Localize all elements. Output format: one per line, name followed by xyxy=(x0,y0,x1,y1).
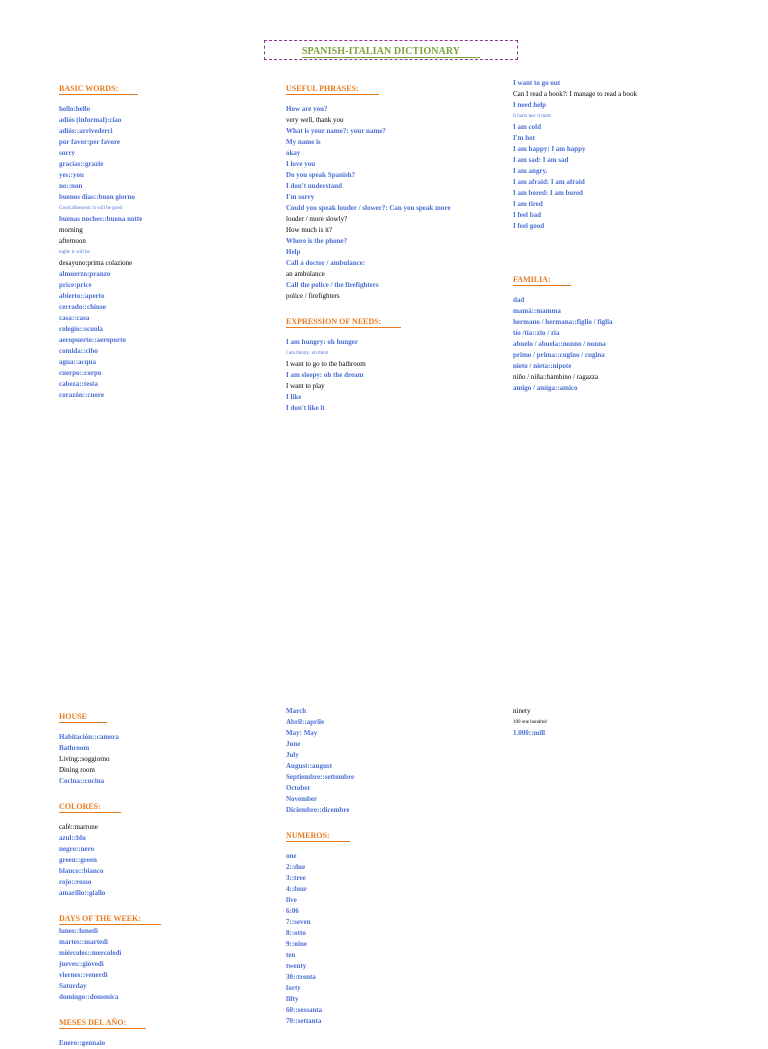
entry-line: Where is the phone? xyxy=(286,237,348,245)
column-1-bottom xyxy=(59,706,279,1049)
entry-line: night: it will be xyxy=(59,250,90,255)
entry-line: 30::trenta xyxy=(286,973,316,981)
entry-line: okay xyxy=(286,149,301,157)
section-colores xyxy=(59,796,279,899)
entry-line: blanco::bianco xyxy=(59,867,104,875)
entry-line: corazón::cuore xyxy=(59,391,104,399)
entry-line: I like xyxy=(286,393,302,401)
entry-line: police / firefighters xyxy=(286,292,340,300)
entry-line: hermano / hermana::figlio / figlia xyxy=(513,318,613,326)
entry-line: ninety xyxy=(513,707,531,715)
column-2-bottom xyxy=(286,706,506,1027)
entry-line: domingo::domenica xyxy=(59,993,119,1001)
word-list xyxy=(59,822,279,899)
entry-line: morning xyxy=(59,226,83,234)
entry-line: Enero::gennaio xyxy=(59,1039,106,1047)
section-days xyxy=(59,908,279,1003)
entry-line: Do you speak Spanish? xyxy=(286,171,356,179)
entry-line: agua::acqua xyxy=(59,358,96,366)
entry-line: tío /tía::zio / zia xyxy=(513,329,560,337)
entry-line: I am hungry: oh hunger xyxy=(286,338,358,346)
entry-line: Dining room xyxy=(59,766,95,774)
entry-line: Saturday xyxy=(59,982,87,990)
entry-line: sorry xyxy=(59,149,75,157)
entry-line: I am tired xyxy=(513,200,543,208)
word-list xyxy=(59,732,279,787)
entry-line: 9::nine xyxy=(286,940,307,948)
entry-line: It hurts me: it hurts xyxy=(513,114,552,119)
entry-line: March xyxy=(286,707,307,715)
entry-line: nieto / nieta::nipote xyxy=(513,362,572,370)
entry-line: buenas noches::buona notte xyxy=(59,215,143,223)
word-list xyxy=(59,926,279,1003)
column-2-top xyxy=(286,78,506,414)
section-heading: MESES DEL AÑO: xyxy=(59,1018,146,1029)
entry-line: azul::blu xyxy=(59,834,86,842)
entry-line: colegio::scuola xyxy=(59,325,103,333)
entry-line: adiós::arrivederci xyxy=(59,127,113,135)
section-heading: NUMEROS: xyxy=(286,831,350,842)
section-numeros xyxy=(286,825,506,1027)
entry-line: 70::settanta xyxy=(286,1017,322,1025)
entry-line: martes::martedì xyxy=(59,938,108,946)
entry-line: How much is it? xyxy=(286,226,333,234)
phrase-list xyxy=(286,337,506,414)
entry-line: cerrado::chiuso xyxy=(59,303,107,311)
entry-line: Cocina::cucina xyxy=(59,777,105,785)
entry-line: I am afraid: I am afraid xyxy=(513,178,585,186)
entry-line: afternoon xyxy=(59,237,86,245)
entry-line: yes::you xyxy=(59,171,84,179)
entry-line: Bathroom xyxy=(59,744,90,752)
entry-line: dad xyxy=(513,296,525,304)
entry-line: abierto::aperto xyxy=(59,292,105,300)
entry-line: buenos días::buon giorno xyxy=(59,193,135,201)
entry-line: What is your name?: your name? xyxy=(286,127,386,135)
entry-line: almuerzo:pranzo xyxy=(59,270,111,278)
entry-line: cuerpo::corpo xyxy=(59,369,102,377)
entry-line: mamá::mamma xyxy=(513,307,561,315)
entry-line: primo / prima::cugino / cugina xyxy=(513,351,605,359)
entry-line: comida::cibo xyxy=(59,347,98,355)
entry-line: twenty xyxy=(286,962,307,970)
phrase-list xyxy=(286,104,506,302)
entry-line: Habitación::camera xyxy=(59,733,119,741)
entry-line: Could you speak louder / slower?: Can you speak more xyxy=(286,204,451,212)
entry-line: May: May xyxy=(286,729,318,737)
entry-line: I feel good xyxy=(513,222,545,230)
entry-line: negro::nero xyxy=(59,845,95,853)
entry-line: I want to play xyxy=(286,382,325,390)
entry-line: I don't like it xyxy=(286,404,325,412)
entry-line: I am cold xyxy=(513,123,541,131)
entry-line: Living::soggiorno xyxy=(59,755,110,763)
section-heading: FAMILIA: xyxy=(513,275,571,286)
entry-line: Help xyxy=(286,248,301,256)
entry-line: 60::sessanta xyxy=(286,1006,323,1014)
entry-line: I'm hot xyxy=(513,134,535,142)
entry-line: one xyxy=(286,852,297,860)
entry-line: forty xyxy=(286,984,301,992)
word-list xyxy=(59,1038,279,1049)
entry-line: aeropuerto::aeroporto xyxy=(59,336,126,344)
section-heading: HOUSE xyxy=(59,712,107,723)
entry-line: desayuno:prima colazione xyxy=(59,259,133,267)
entry-line: 7::seven xyxy=(286,918,311,926)
entry-line: I am happy: I am happy xyxy=(513,145,586,153)
entry-line: 3::tree xyxy=(286,874,306,882)
entry-line: 8::otto xyxy=(286,929,306,937)
entry-line: five xyxy=(286,896,297,904)
entry-line: rojo::rosso xyxy=(59,878,92,886)
section-familia xyxy=(513,269,763,394)
entry-line: very well, thank you xyxy=(286,116,344,124)
section-meses xyxy=(59,1012,279,1049)
entry-line: ten xyxy=(286,951,296,959)
entry-line: por favor:per favore xyxy=(59,138,121,146)
section-heading: COLORES: xyxy=(59,802,121,813)
entry-line: I feel bad xyxy=(513,211,541,219)
entry-line: price:price xyxy=(59,281,92,289)
entry-line: October xyxy=(286,784,311,792)
entry-line: cabeza::testa xyxy=(59,380,98,388)
entry-line: Septiembre::settembre xyxy=(286,773,355,781)
page-title: SPANISH-ITALIAN DICTIONARY xyxy=(302,46,480,58)
entry-line: café::marrone xyxy=(59,823,98,831)
entry-line: niño / niña::bambino / ragazza xyxy=(513,373,599,381)
entry-line: hello:hello xyxy=(59,105,91,113)
entry-line: miércoles::mercoledì xyxy=(59,949,122,957)
entry-line: How are you? xyxy=(286,105,328,113)
entry-line: adiós (informal):ciao xyxy=(59,116,122,124)
entry-line: gracias::grazie xyxy=(59,160,104,168)
section-expression-of-needs xyxy=(286,311,506,414)
entry-line: amigo / amiga::amico xyxy=(513,384,578,392)
section-heading: USEFUL PHRASES: xyxy=(286,84,379,95)
entry-line: Abril::aprile xyxy=(286,718,325,726)
section-heading: EXPRESSION OF NEEDS: xyxy=(286,317,401,328)
entry-line: My name is xyxy=(286,138,321,146)
entry-line: jueves::giovedì xyxy=(59,960,104,968)
entry-line: I am thirsty: oh thirst xyxy=(286,351,329,356)
entry-line: Call a doctor / ambulance: xyxy=(286,259,366,267)
entry-line: 2::due xyxy=(286,863,306,871)
word-list xyxy=(286,851,506,1027)
section-useful-phrases xyxy=(286,78,506,302)
entry-line: Diciembre::dicembre xyxy=(286,806,350,814)
entry-line: August::august xyxy=(286,762,332,770)
entry-line: I don't understand xyxy=(286,182,343,190)
phrase-list xyxy=(513,78,763,232)
entry-line: viernes::venerdì xyxy=(59,971,108,979)
column-3-bottom xyxy=(513,706,733,739)
entry-line: I love you xyxy=(286,160,316,168)
entry-line: fifty xyxy=(286,995,299,1003)
entry-line: abuelo / abuela::nonno / nonna xyxy=(513,340,606,348)
section-heading: DAYS OF THE WEEK: xyxy=(59,914,161,925)
entry-line: an ambulance xyxy=(286,270,325,278)
entry-line: no::non xyxy=(59,182,83,190)
word-list xyxy=(513,295,763,394)
entry-line: casa::casa xyxy=(59,314,90,322)
entry-line: 6:06 xyxy=(286,907,299,915)
column-3-top xyxy=(513,78,763,394)
entry-line: green::green xyxy=(59,856,97,864)
column-1-top xyxy=(59,78,279,401)
entry-line: lunes::lunedì xyxy=(59,927,98,935)
entry-line: 4::four xyxy=(286,885,307,893)
entry-line: July xyxy=(286,751,299,759)
section-heading: BASIC WORDS: xyxy=(59,84,138,95)
entry-line: I am sleepy: oh the dream xyxy=(286,371,364,379)
entry-line: 100 one hundred xyxy=(513,720,547,725)
entry-line: I need help xyxy=(513,101,547,109)
entry-line: I want to go out xyxy=(513,79,561,87)
entry-line: louder / more slowly? xyxy=(286,215,348,223)
word-list xyxy=(59,104,279,401)
word-list xyxy=(513,706,733,739)
entry-line: I want to go to the bathroom xyxy=(286,360,366,368)
entry-line: Can I read a book?: I manage to read a book xyxy=(513,90,638,98)
entry-line: June xyxy=(286,740,301,748)
entry-line: Good afternoon: it will be good xyxy=(59,206,123,211)
section-house xyxy=(59,706,279,787)
word-list xyxy=(286,706,506,816)
title-box xyxy=(264,40,518,60)
entry-line: Call the police / the firefighters xyxy=(286,281,379,289)
entry-line: I am bored: I am bored xyxy=(513,189,583,197)
entry-line: I'm sorry xyxy=(286,193,315,201)
section-basic-words xyxy=(59,78,279,401)
entry-line: I am angry. xyxy=(513,167,548,175)
entry-line: I am sad: I am sad xyxy=(513,156,569,164)
entry-line: amarillo::giallo xyxy=(59,889,106,897)
entry-line: 1.000::mill xyxy=(513,729,546,737)
entry-line: November xyxy=(286,795,318,803)
